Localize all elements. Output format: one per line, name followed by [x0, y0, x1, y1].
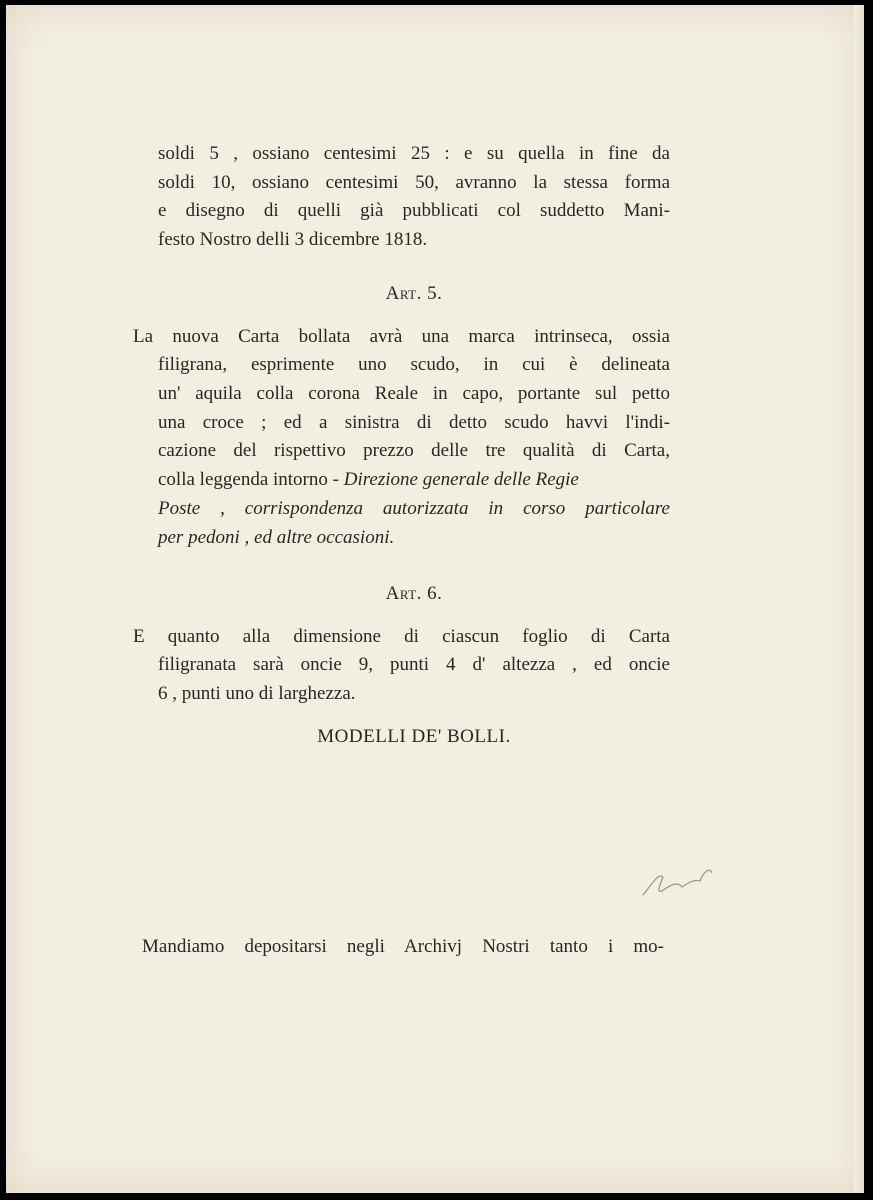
text-line: filigranata sarà oncie 9, punti 4 d' altezza , ed oncie — [158, 654, 670, 675]
handwritten-mark — [638, 863, 718, 903]
text-line: e disegno di quelli già pubblicati col suddetto Mani- — [158, 200, 670, 221]
text-italic: Direzione generale delle Regie — [343, 469, 579, 490]
text-line: soldi 5 , ossiano centesimi 25 : e su quella in fine da — [158, 143, 670, 164]
text-line: filigrana, esprimente uno scudo, in cui è delineata — [158, 354, 670, 375]
text-line: cazione del rispettivo prezzo delle tre qualità di Carta, — [158, 440, 670, 461]
section-heading: MODELLI DE' BOLLI. — [317, 726, 511, 747]
text-line: Mandiamo depositarsi negli Archivj Nostri tanto i mo- — [142, 936, 664, 957]
text-line — [158, 469, 670, 491]
text-line: 6 , punti uno di larghezza. — [158, 683, 356, 704]
document-page — [6, 5, 864, 1193]
text-line: un' aquila colla corona Reale in capo, portante sul petto — [158, 383, 670, 404]
article-heading: Art. 6. — [385, 583, 443, 604]
text-line: Poste , corrispondenza autorizzata in corso particolare — [158, 498, 670, 519]
text-line: La nuova Carta bollata avrà una marca intrinseca, ossia — [133, 326, 670, 347]
article-heading: Art. 5. — [385, 283, 443, 304]
text-line: soldi 10, ossiano centesimi 50, avranno la stessa forma — [158, 172, 670, 193]
paper-edge — [854, 5, 864, 1193]
text-plain: colla leggenda intorno - — [158, 469, 344, 490]
text-line: festo Nostro delli 3 dicembre 1818. — [158, 229, 428, 250]
text-line: per pedoni , ed altre occasioni. — [158, 527, 395, 548]
text-line: una croce ; ed a sinistra di detto scudo havvi l'indi- — [158, 412, 670, 433]
text-line: E quanto alla dimensione di ciascun foglio di Carta — [133, 626, 670, 647]
